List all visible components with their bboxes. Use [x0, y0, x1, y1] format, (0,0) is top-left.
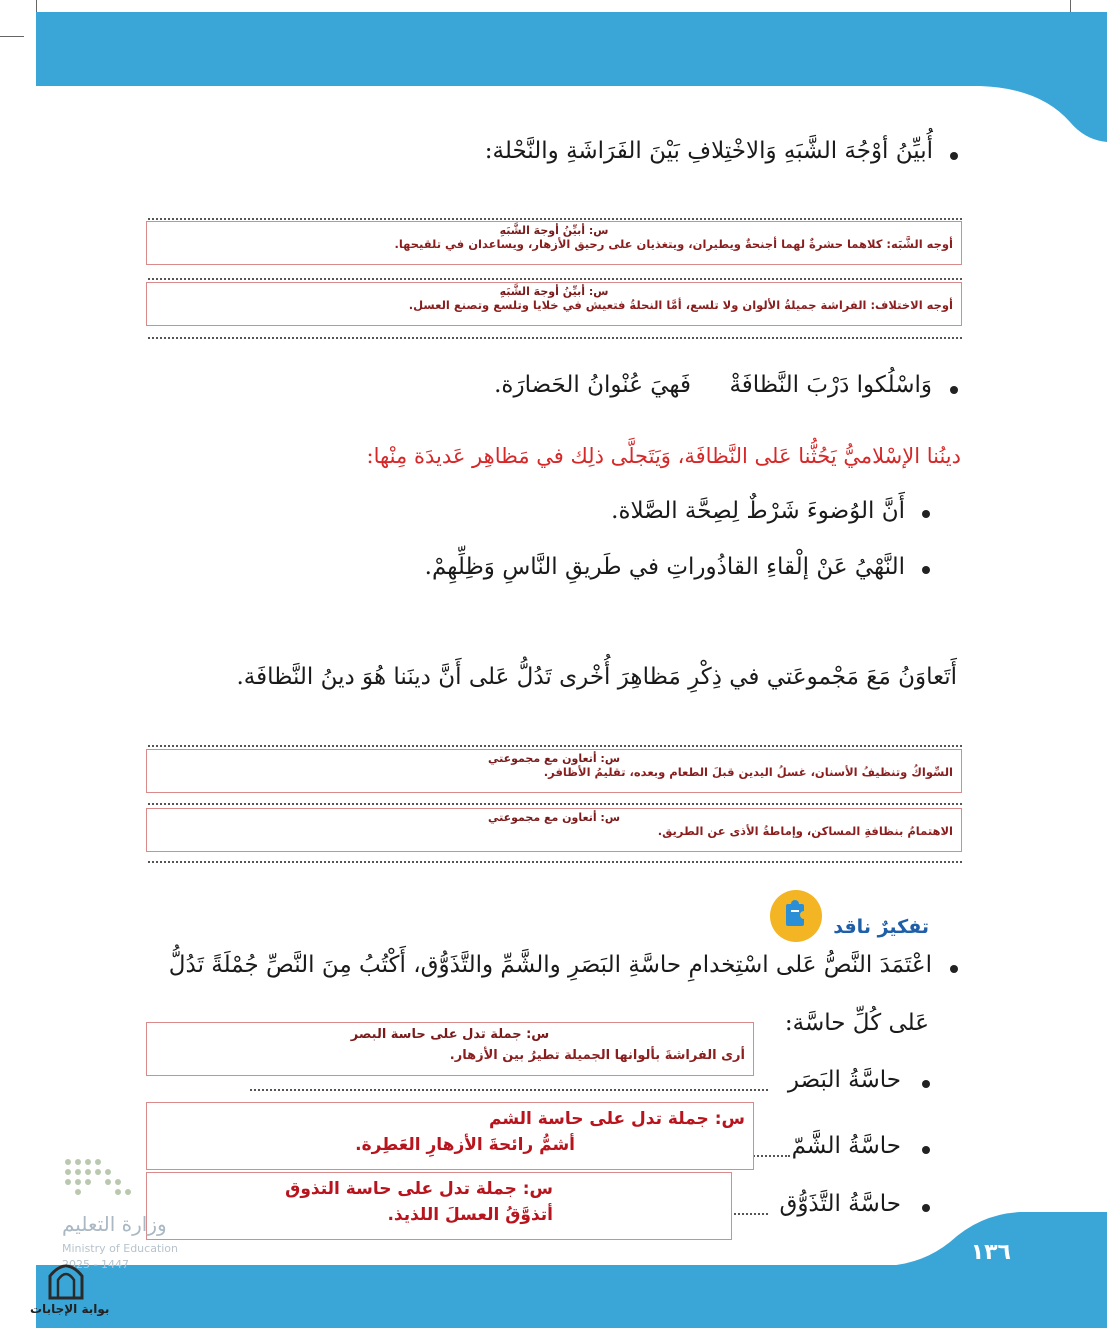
header-curve: [820, 12, 1107, 142]
answer-line: [148, 218, 962, 220]
bullet: [950, 152, 958, 160]
answer-text: أرى الفراشةَ بألوانها الجميلة تطيرُ بين الأزهار.: [449, 1048, 745, 1063]
answer-text: أشمُّ رائحةَ الأزهارِ العَطِرة.: [355, 1135, 575, 1155]
answer-box: [146, 282, 962, 326]
answer-question: س: أتعاون مع مجموعتي: [488, 752, 620, 765]
answer-box: [146, 749, 962, 793]
bullet: [922, 510, 930, 518]
ministry-name-ar: وزارة التعليم: [62, 1212, 167, 1236]
ministry-name-en: Ministry of Education: [62, 1242, 179, 1255]
answer-line: [148, 278, 962, 280]
gate-logo: [44, 1256, 88, 1300]
q1-prompt: أُبيِّنُ أوْجُهَ الشَّبَهِ وَالاخْتِلافِ بَيْنَ الفَرَاشَةِ والنَّحْلة:: [484, 138, 933, 164]
footer-band: [36, 1265, 1107, 1328]
bullet: [922, 566, 930, 574]
answer-box: [146, 808, 962, 852]
intro-red-text: دينُنا الإسْلاميُّ يَحُثُّنا عَلى النَّظافَة، وَيَتَجلَّى ذلِك في مَظاهِر عَديدَة مِنْها:: [366, 444, 961, 468]
bullet: [950, 386, 958, 394]
ministry-year: 2025 - 1447: [62, 1258, 129, 1271]
critical-prompt-cont: عَلى كُلِّ حاسَّة:: [784, 1010, 929, 1036]
answer-question: س: جملة تدل على حاسة الشم: [489, 1109, 745, 1129]
answer-question: س: جملة تدل على حاسة التذوق: [285, 1179, 553, 1199]
puzzle-icon: [770, 890, 822, 942]
answer-question: س: أبيِّنُ أوجهَ الشَّبَهِ: [499, 224, 609, 237]
motto-part1: وَاسْلُكوا دَرْبَ النَّظافَةْ: [729, 372, 932, 398]
answer-box: [146, 1022, 754, 1076]
answer-line: [148, 745, 962, 747]
q2-prompt: أَتَعاوَنُ مَعَ مَجْموعَتي في ذِكْرِ مَظاهِرَ أُخْرى تَدُلُّ عَلى أَنَّ دينَنا هُوَ دينُ النَّظافَة.: [236, 664, 957, 690]
answer-text: أتذوَّقُ العسلَ اللذيذ.: [387, 1205, 553, 1225]
example-item: النَّهْيُ عَنْ إلْقاءِ القاذُوراتِ في طَريقِ النَّاسِ وَظِلِّهِمْ.: [424, 554, 905, 580]
answer-line: [250, 1089, 768, 1091]
critical-title: تفكيرٌ ناقد: [833, 916, 929, 938]
answer-line: [148, 337, 962, 339]
answer-text: أوجه الشَّبَه: كلاهما حشرةٌ لهما أجنحةٌ ويطيران، ويتغذيان على رحيق الأزهار، ويساعدان في تلقيحها.: [394, 237, 953, 251]
sense-taste: حاسَّةُ التَّذَوُّق: [779, 1191, 901, 1217]
bullet: [922, 1146, 930, 1154]
answer-text: السِّواكُ وتنظيفُ الأسنان، غسلُ اليدين قبلَ الطعام وبعده، تقليمُ الأظافر.: [543, 765, 953, 779]
page-number: ١٣٦: [970, 1240, 1011, 1265]
answer-text: أوجه الاختلاف: الفراشة جميلةُ الألوان ولا تلسع، أمَّا النحلةُ فتعيش في خلايا وتلسع وتصنع العسل.: [408, 298, 953, 312]
answer-question: س: جملة تدل على حاسة البصر: [350, 1027, 550, 1042]
answer-line: [148, 803, 962, 805]
critical-prompt: اعْتَمَدَ النَّصُّ عَلى اسْتِخدامِ حاسَّةِ البَصَرِ والشَّمِّ والتَّذَوُّق، أَكْتُبُ مِنَ النَّصِّ جُمْلَةً تَدُلُّ: [168, 952, 932, 978]
sense-sight: حاسَّةُ البَصَر: [787, 1067, 901, 1093]
answer-box: [146, 1102, 754, 1170]
answer-question: س: أتعاون مع مجموعتي: [488, 811, 620, 824]
sense-smell: حاسَّةُ الشَّمّ: [791, 1133, 901, 1159]
answer-question: س: أبيِّنُ أوجهَ الشَّبَهِ: [499, 285, 609, 298]
bullet: [950, 965, 958, 973]
example-item: أَنَّ الوُضوءَ شَرْطٌ لِصِحَّة الصَّلاة.: [611, 498, 905, 524]
motto-part2: فَهيَ عُنْوانُ الحَضارَة.: [494, 372, 691, 398]
bullet: [922, 1080, 930, 1088]
answer-box: [146, 221, 962, 265]
crop-mark: [0, 36, 24, 37]
watermark-text: بوابة الإجابات: [30, 1302, 110, 1316]
answer-line: [148, 861, 962, 863]
answer-text: الاهتمامُ بنظافةِ المساكن، وإماطةُ الأذى عن الطريق.: [657, 824, 953, 838]
bullet: [922, 1204, 930, 1212]
ministry-logo: [60, 1154, 200, 1204]
answer-box: [146, 1172, 732, 1240]
